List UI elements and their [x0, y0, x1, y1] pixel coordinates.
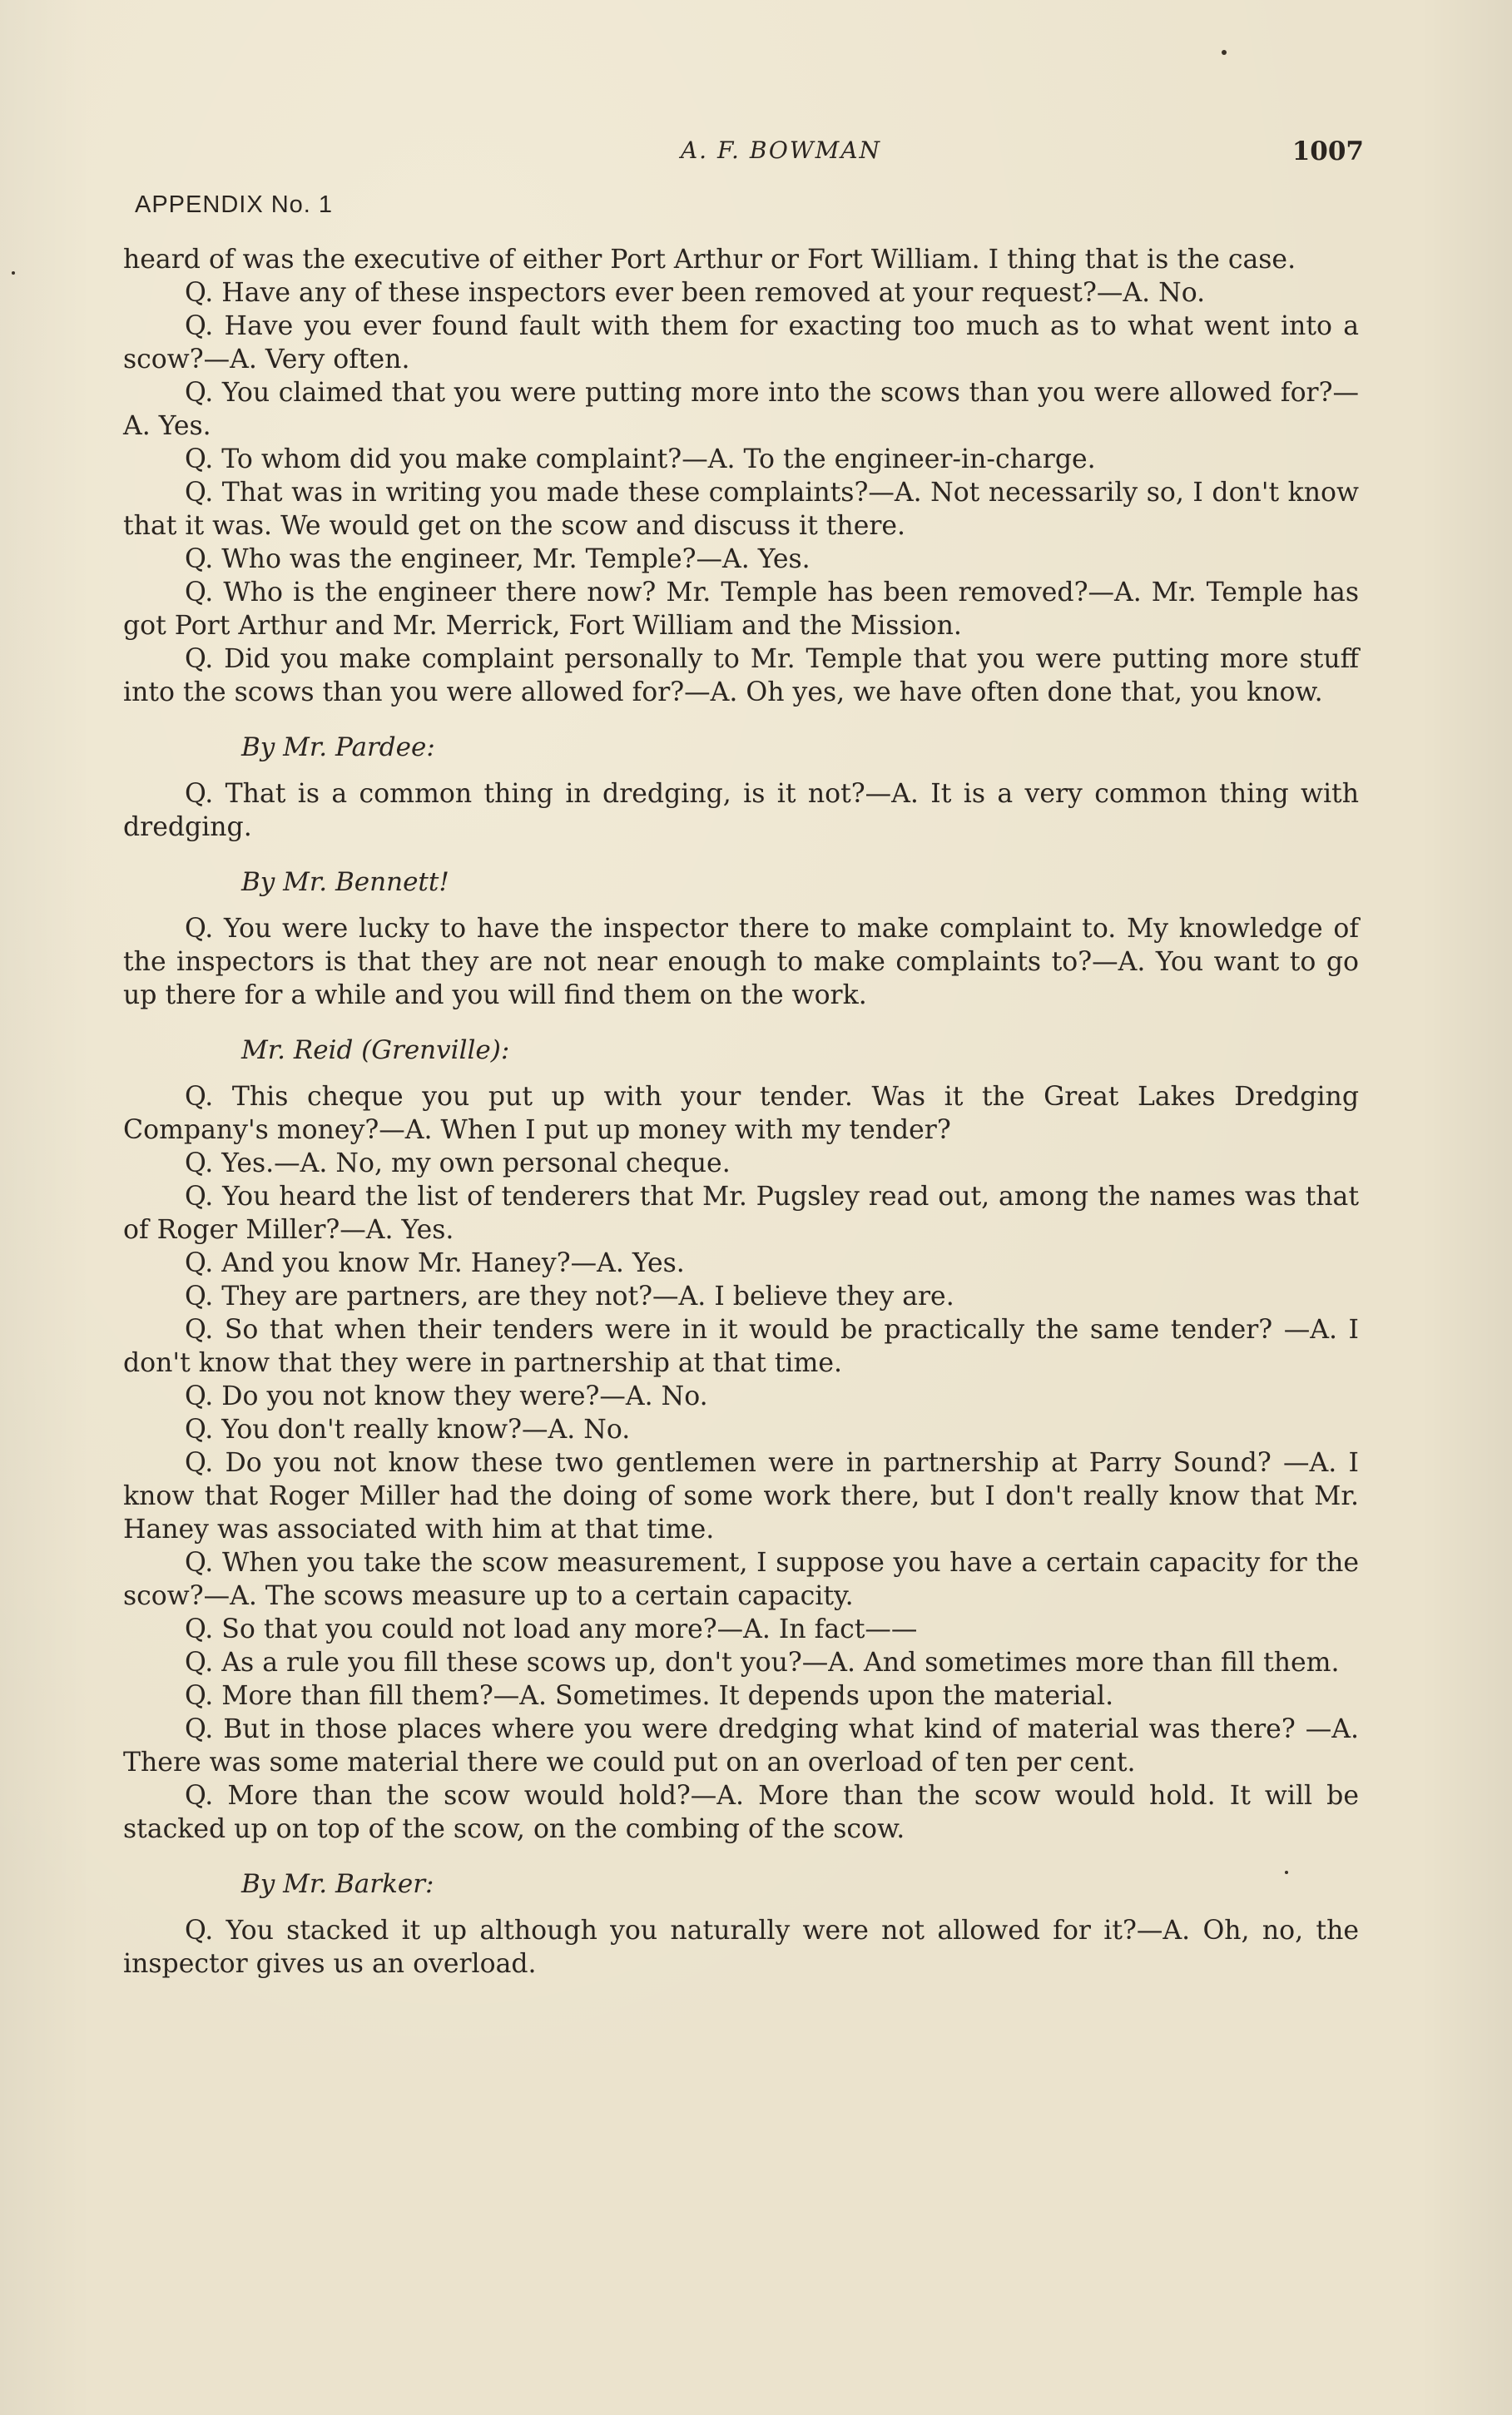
running-title: A. F. BOWMAN	[680, 136, 882, 164]
testimony-paragraph: Q. So that when their tenders were in it would be practically the same tender? —A. I don't know that they were in partnership at that time.	[123, 1315, 1359, 1378]
testimony-paragraph: Q. This cheque you put up with your tender. Was it the Great Lakes Dredging Company's money?—A. When I put up money with my tender?	[123, 1082, 1359, 1145]
testimony-paragraph: Q. Do you not know these two gentlemen were in partnership at Parry Sound? —A. I know that Roger Miller had the doing of some work there, but I don't really know that Mr. Haney was associated with him at that time.	[123, 1448, 1359, 1545]
testimony-paragraph: Q. Do you not know they were?—A. No.	[185, 1381, 708, 1411]
speck-mark	[12, 271, 15, 275]
document-body	[123, 243, 1359, 1981]
testimony-paragraph: Q. Who is the engineer there now? Mr. Temple has been removed?—A. Mr. Temple has got Port Arthur and Mr. Merrick, Fort William and the Mission.	[123, 578, 1359, 641]
testimony-paragraph: heard of was the executive of either Port Arthur or Fort William. I thing that is the case.	[123, 245, 1296, 275]
testimony-paragraph: Q. Who was the engineer, Mr. Temple?—A. Yes.	[185, 544, 811, 574]
testimony-paragraph: Q. But in those places where you were dredging what kind of material was there? —A. There was some material there we could put on an overload of ten per cent.	[123, 1714, 1359, 1778]
testimony-paragraph: Q. That was in writing you made these complaints?—A. Not necessarily so, I don't know that it was. We would get on the scow and discuss it there.	[123, 478, 1359, 541]
testimony-paragraph: Q. To whom did you make complaint?—A. To the engineer-in-charge.	[185, 444, 1096, 474]
testimony-paragraph: Q. That is a common thing in dredging, is it not?—A. It is a very common thing with dredging.	[123, 779, 1359, 842]
testimony-paragraph: Q. As a rule you fill these scows up, don't you?—A. And sometimes more than fill them.	[185, 1648, 1340, 1678]
speck-mark	[1285, 1871, 1288, 1874]
testimony-paragraph: Q. When you take the scow measurement, I suppose you have a certain capacity for the scow?—A. The scows measure up to a certain capacity.	[123, 1548, 1359, 1611]
testimony-paragraph: Q. You don't really know?—A. No.	[185, 1415, 631, 1445]
testimony-paragraph: Q. And you know Mr. Haney?—A. Yes.	[185, 1248, 685, 1278]
testimony-paragraph: Q. Have any of these inspectors ever been removed at your request?—A. No.	[185, 278, 1206, 308]
page-number: 1007	[1291, 136, 1364, 166]
testimony-paragraph: Q. They are partners, are they not?—A. I believe they are.	[185, 1282, 954, 1312]
testimony-paragraph: Q. You heard the list of tenderers that Mr. Pugsley read out, among the names was that of Roger Miller?—A. Yes.	[123, 1182, 1359, 1245]
testimony-paragraph: Q. So that you could not load any more?—A. In fact——	[185, 1614, 918, 1644]
speaker-heading: By Mr. Barker:	[241, 1869, 434, 1899]
speaker-heading: Mr. Reid (Grenville):	[241, 1035, 510, 1065]
testimony-paragraph: Q. More than the scow would hold?—A. More than the scow would hold. It will be stacked up on top of the scow, on the combing of the scow.	[123, 1781, 1359, 1844]
testimony-paragraph: Q. You stacked it up although you naturally were not allowed for it?—A. Oh, no, the inspector gives us an overload.	[123, 1916, 1359, 1979]
testimony-paragraph: Q. You claimed that you were putting more into the scows than you were allowed for?—A. Yes.	[123, 378, 1359, 441]
testimony-paragraph: Q. Yes.—A. No, my own personal cheque.	[185, 1148, 731, 1178]
testimony-paragraph: Q. You were lucky to have the inspector there to make complaint to. My knowledge of the inspectors is that they are not near enough to make complaints to?—A. You want to go up there for a while and you will find them on the work.	[123, 914, 1359, 1010]
speck-mark	[1222, 50, 1227, 55]
speaker-heading: By Mr. Bennett!	[241, 867, 449, 897]
appendix-label: APPENDIX No. 1	[135, 191, 334, 218]
testimony-paragraph: Q. Did you make complaint personally to Mr. Temple that you were putting more stuff into the scows than you were allowed for?—A. Oh yes, we have often done that, you know.	[123, 644, 1359, 707]
speaker-heading: By Mr. Pardee:	[241, 732, 435, 762]
testimony-paragraph: Q. More than fill them?—A. Sometimes. It depends upon the material.	[185, 1681, 1114, 1711]
testimony-paragraph: Q. Have you ever found fault with them for exacting too much as to what went into a scow?—A. Very often.	[123, 311, 1359, 374]
